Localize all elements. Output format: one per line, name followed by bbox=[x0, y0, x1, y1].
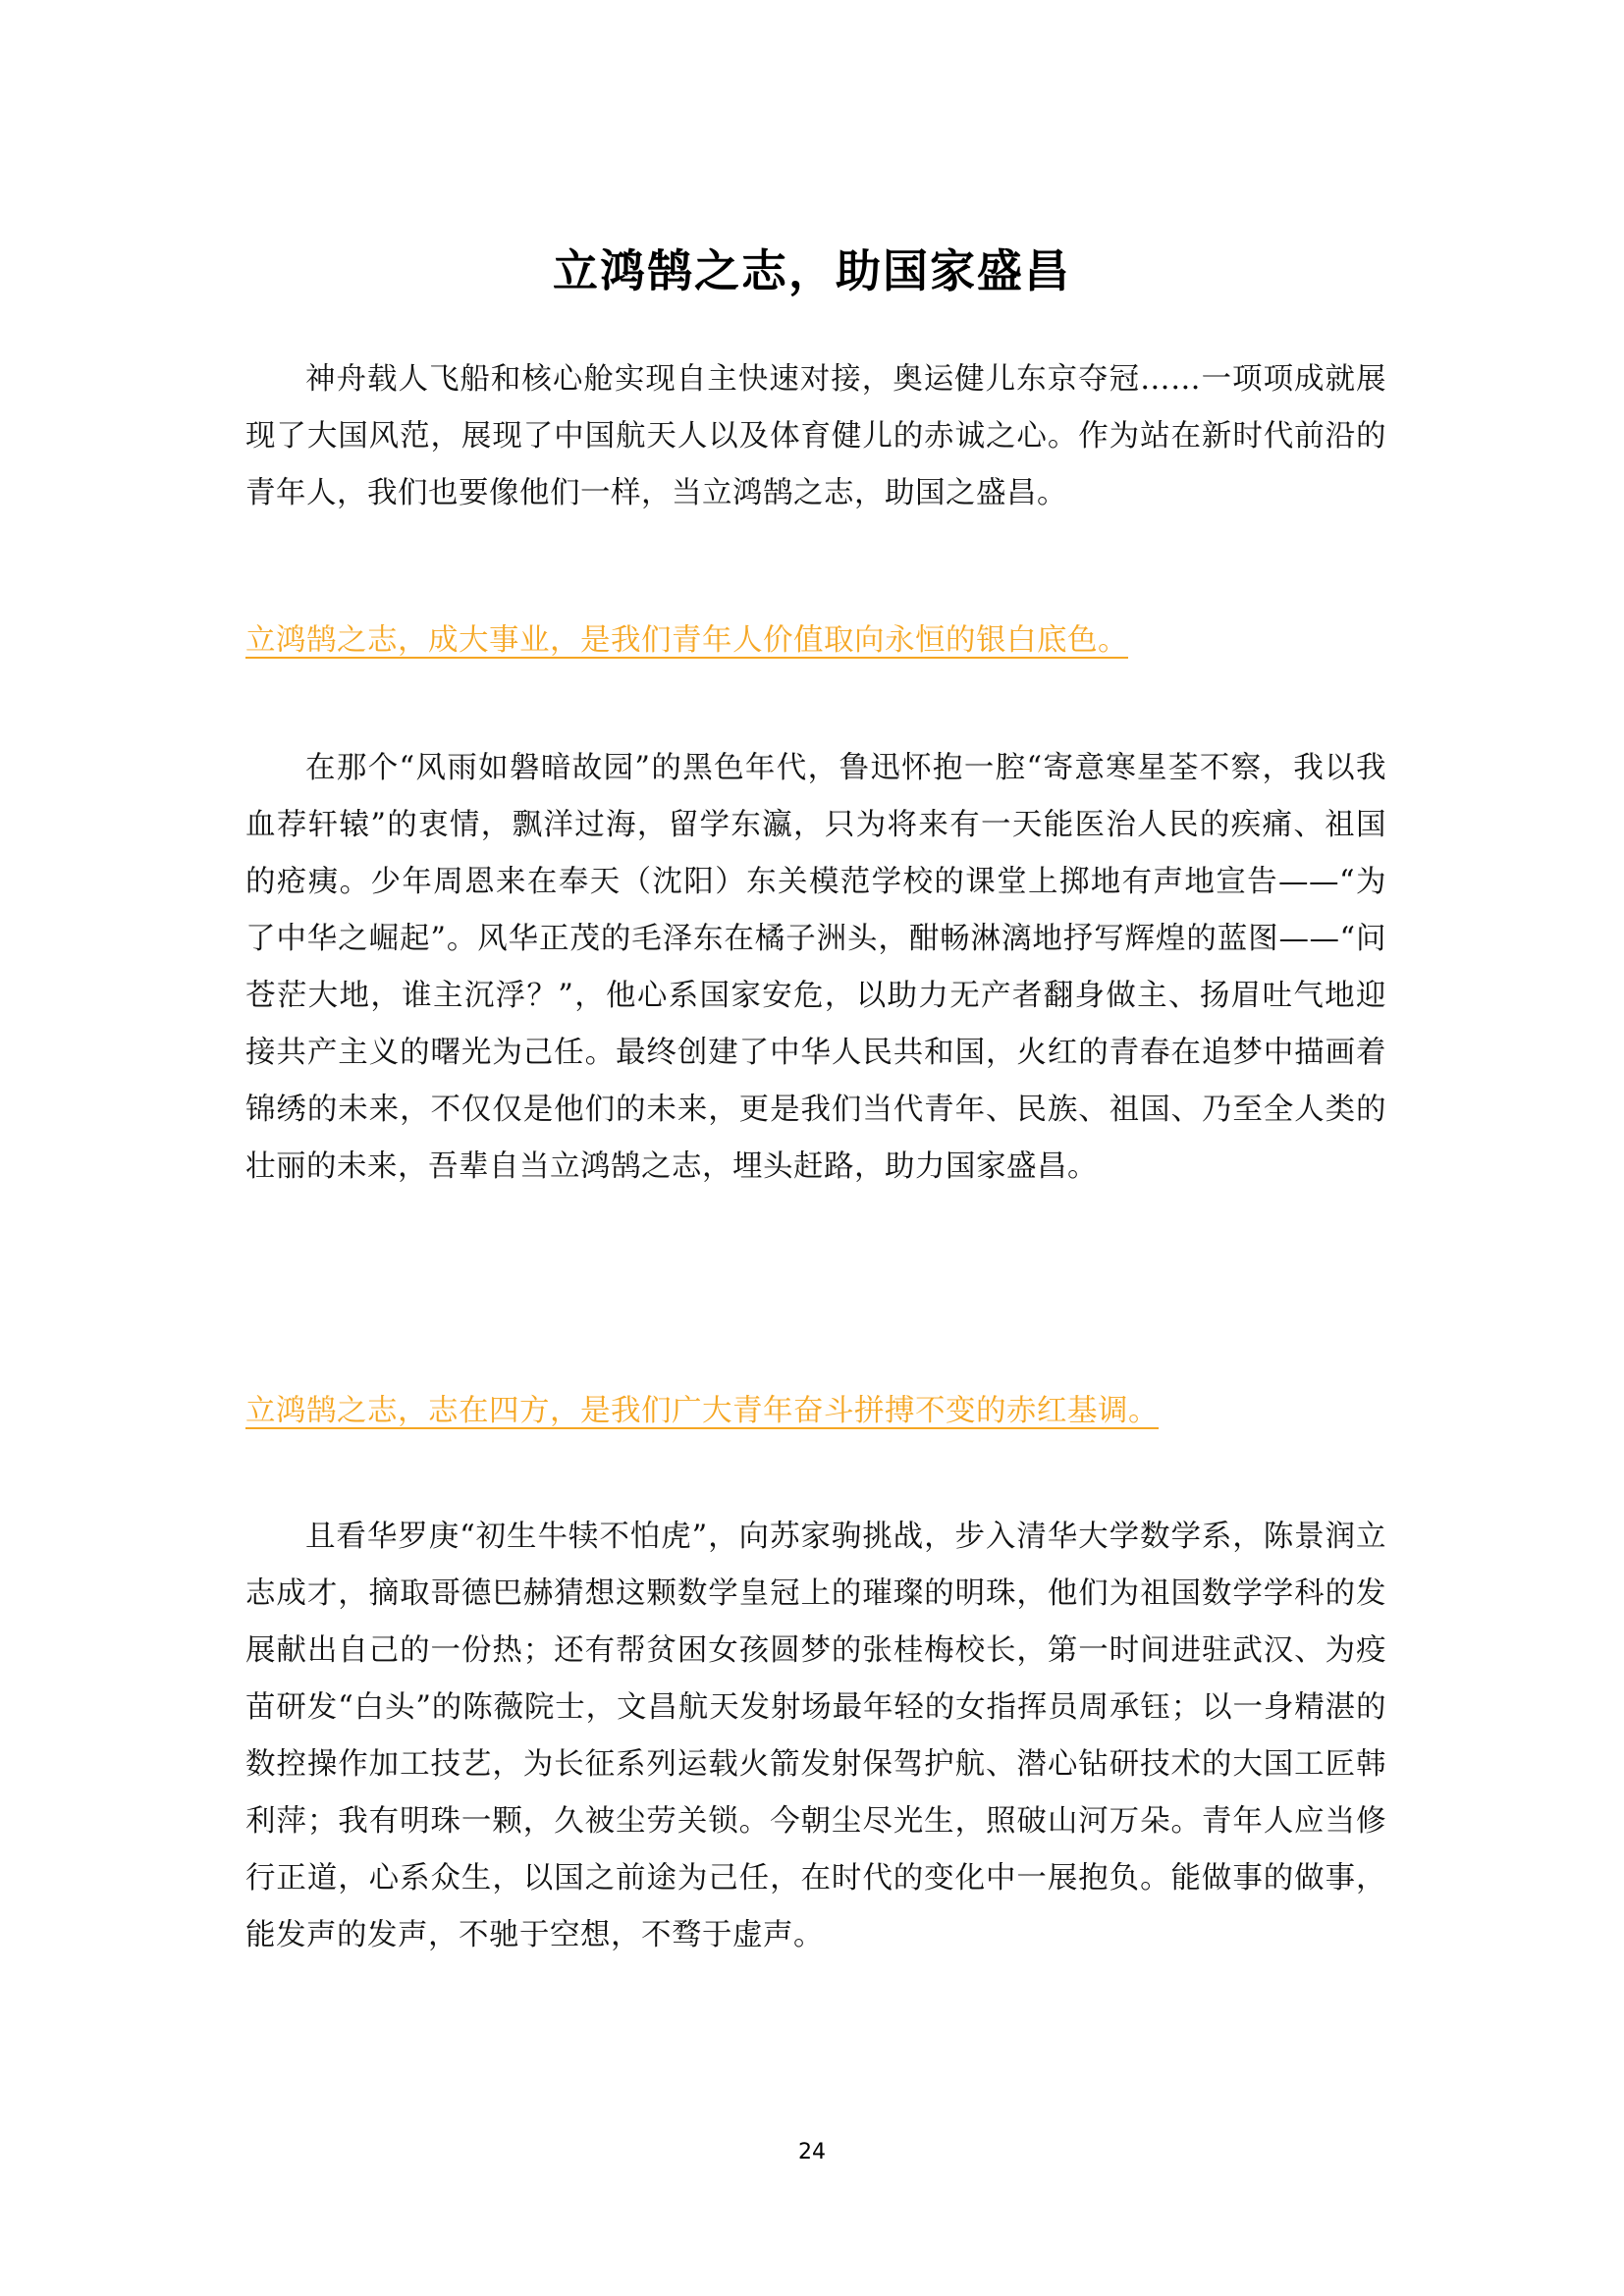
paragraph-intro: 神舟载人飞船和核心舱实现自主快速对接，奥运健儿东京夺冠……一项项成就展现了大国风范，展现了中国航天人以及体育健儿的赤诚之心。作为站在新时代前沿的青年人，我们也要像他们一样，当立鸿鹄之志，助国之盛昌。 bbox=[245, 362, 1386, 510]
page-title: 立鸿鹄之志，助国家盛昌 bbox=[553, 243, 1071, 297]
section-heading-2: 立鸿鹄之志，志在四方，是我们广大青年奋斗拼搏不变的赤红基调。 bbox=[245, 1394, 1159, 1428]
paragraph-role-models: 且看华罗庚“初生牛犊不怕虎”，向苏家驹挑战，步入清华大学数学系，陈景润立志成才，摘取哥德巴赫猜想这颗数学皇冠上的璀璨的明珠，他们为祖国数学学科的发展献出自己的一份热；还有帮贫困女孩圆梦的张桂梅校长，第一时间进驻武汉、为疫苗研发“白头”的陈薇院士，文昌航天发射场最年轻的女指挥员周承钰；以一身精湛的数控操作加工技艺，为长征系列运载火箭发射保驾护航、潜心钻研技术的大国工匠韩利萍；我有明珠一颗，久被尘劳关锁。今朝尘尽光生，照破山河万朵。青年人应当修行正道，心系众生，以国之前途为己任，在时代的变化中一展抱负。能做事的做事，能发声的发声，不驰于空想，不骛于虚声。 bbox=[245, 1520, 1386, 1952]
paragraph-history: 在那个“风雨如磐暗故园”的黑色年代，鲁迅怀抱一腔“寄意寒星荃不察，我以我血荐轩辕”的衷情，飘洋过海，留学东瀛，只为将来有一天能医治人民的疾痛、祖国的疮痍。少年周恩来在奉天（沈阳）东关模范学校的课堂上掷地有声地宣告——“为了中华之崛起”。风华正茂的毛泽东在橘子洲头，酣畅淋漓地抒写辉煌的蓝图——“问苍茫大地，谁主沉浮？”，他心系国家安危，以助力无产者翻身做主、扬眉吐气地迎接共产主义的曙光为己任。最终创建了中华人民共和国，火红的青春在追梦中描画着锦绣的未来，不仅仅是他们的未来，更是我们当代青年、民族、祖国、乃至全人类的壮丽的未来，吾辈自当立鸿鹄之志，埋头赶路，助力国家盛昌。 bbox=[245, 751, 1386, 1184]
section-heading-1: 立鸿鹄之志，成大事业，是我们青年人价值取向永恒的银白底色。 bbox=[245, 623, 1128, 658]
page-number: 24 bbox=[798, 2140, 826, 2164]
